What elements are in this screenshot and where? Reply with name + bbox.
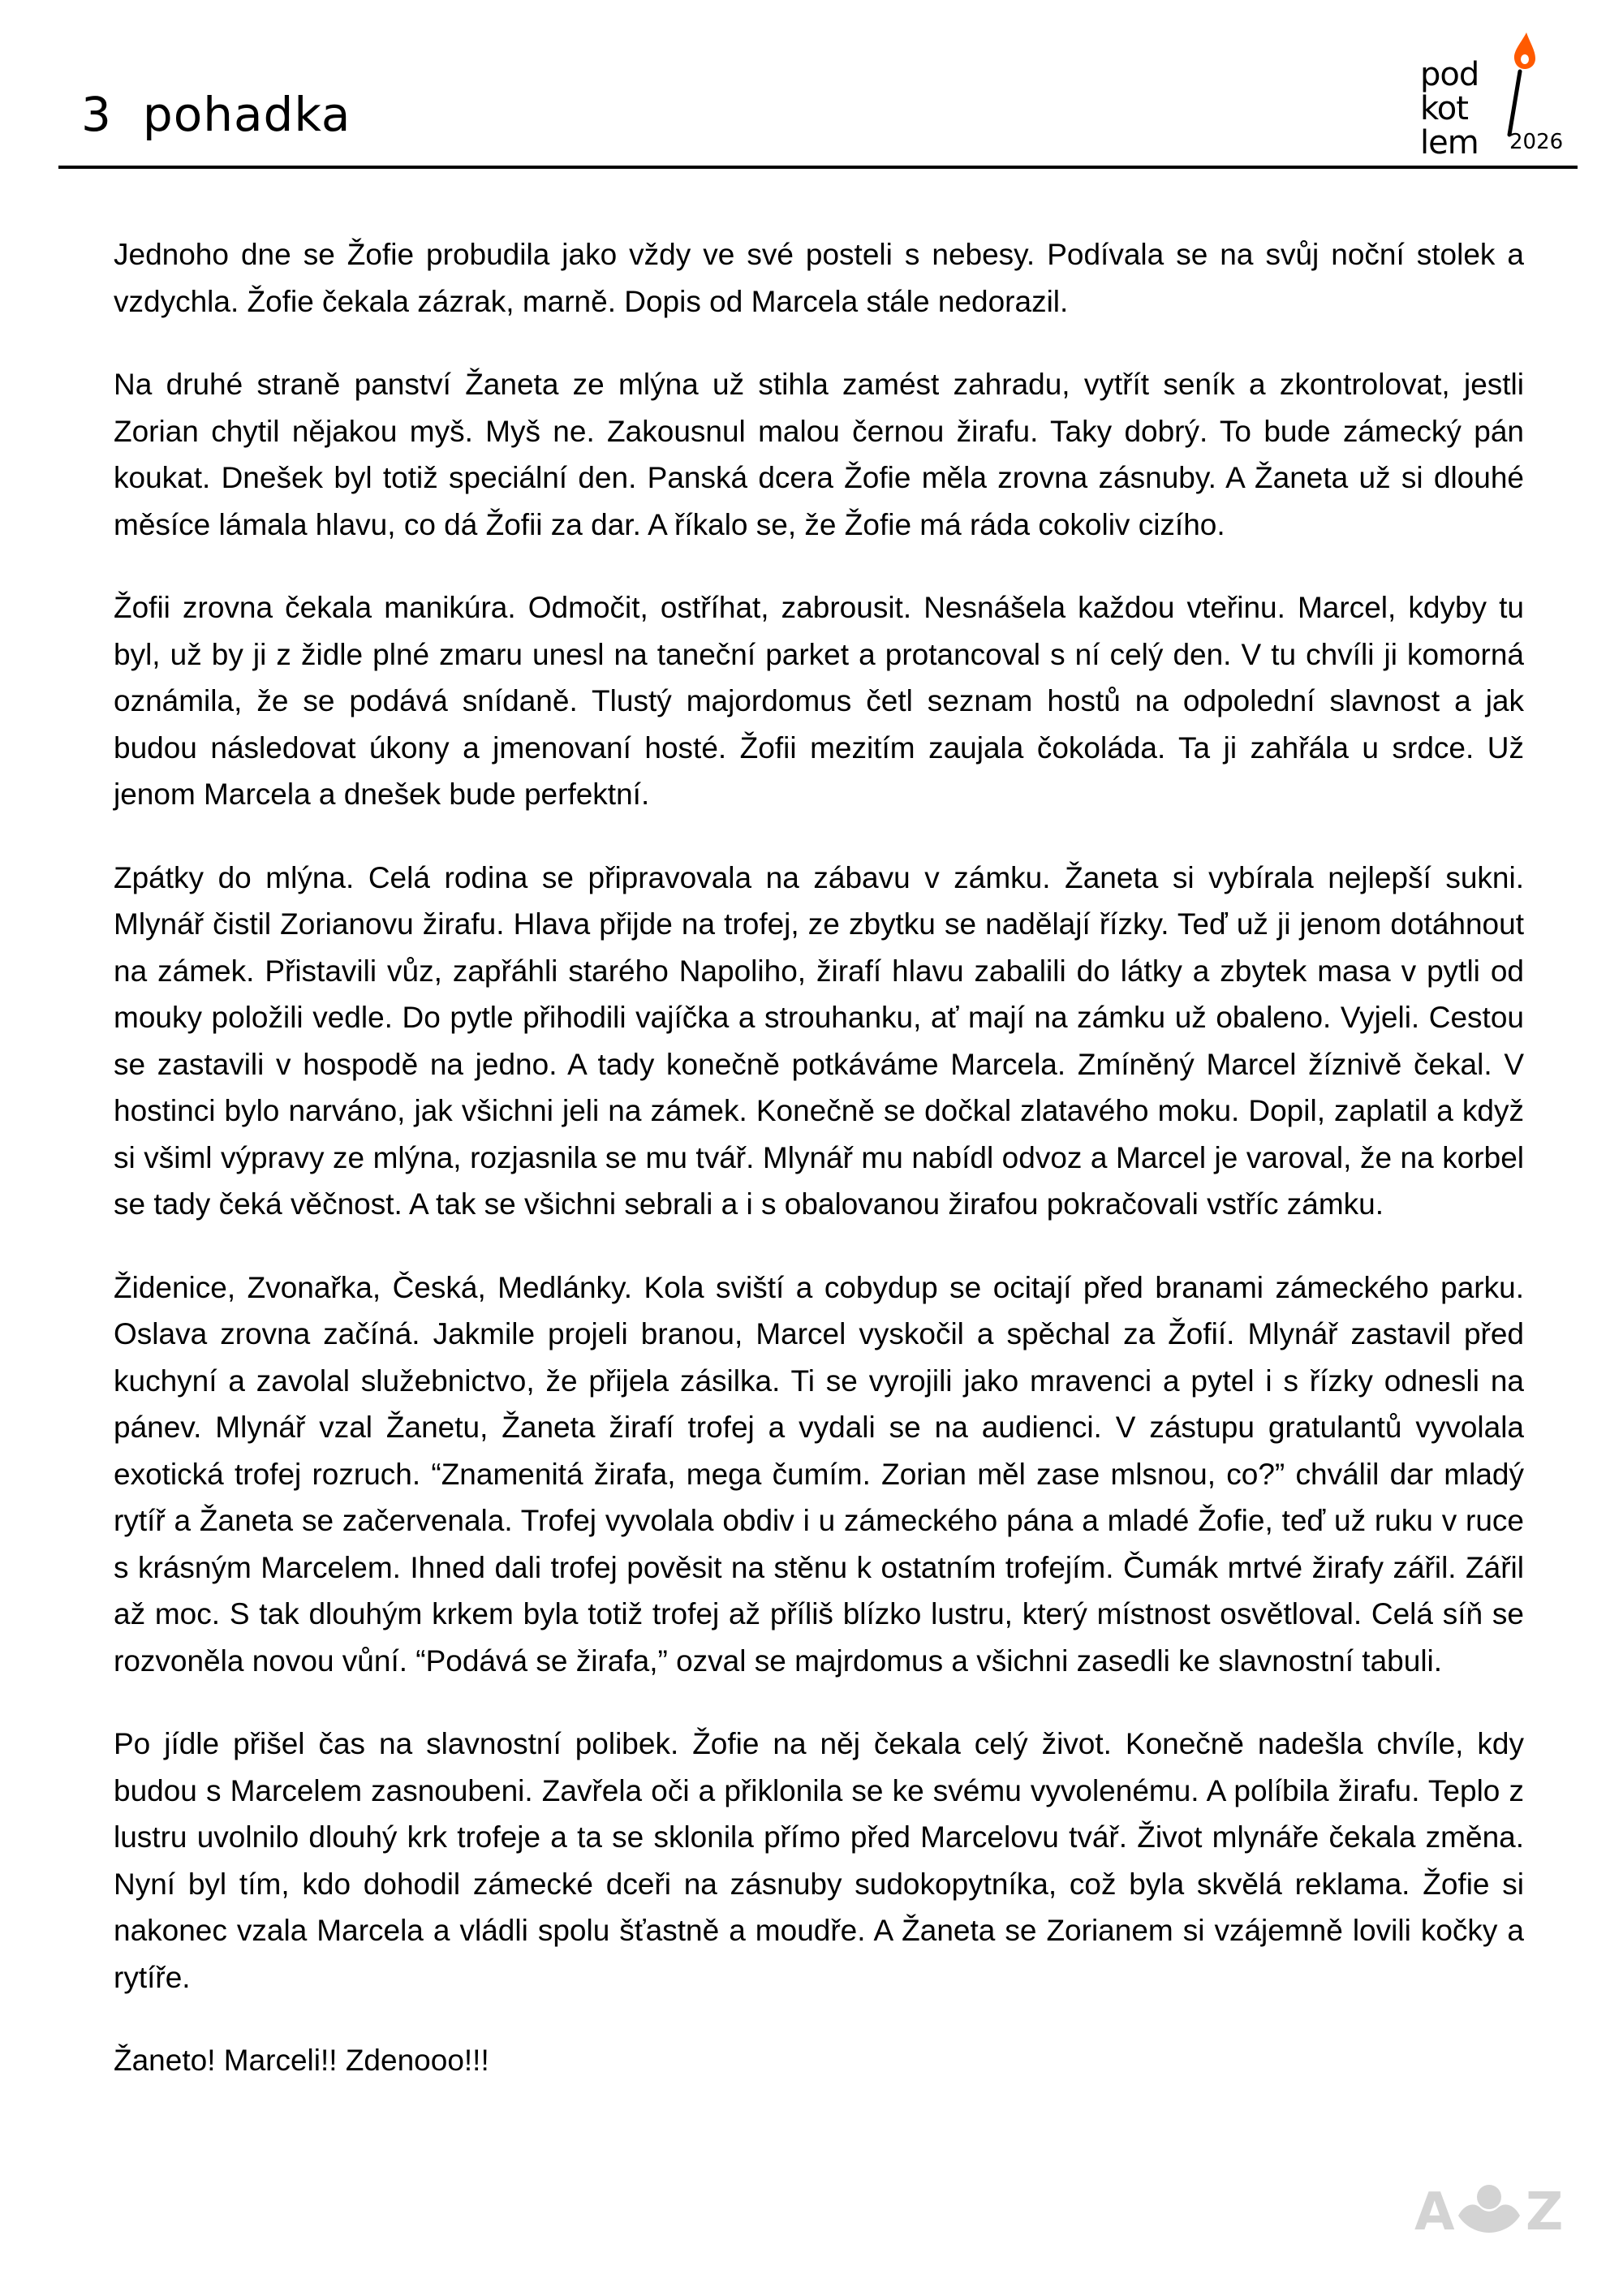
story-text xyxy=(114,231,1524,2121)
logo-line-pod: pod xyxy=(1420,56,1479,93)
chapter-number: 3 xyxy=(81,87,112,142)
az-logo-graphic xyxy=(1408,2179,1570,2244)
paragraph: Žofii zrovna čekala manikúra. Odmočit, ostříhat, zabrousit. Nesnášela každou vteřinu. Marcel, kdyby tu byl, už by ji z židle plné zmaru unesl na taneční parket a protancoval s ní celý den. V tu chvíli ji komorná oznámila, že se podává snídaně. Tlustý majordomus četl seznam hostů na odpolední slavnost a jak budou následovat úkony a jmenovaní hosté. Žofii mezitím zaujala čokoláda. Ta ji zahřála u srdce. Už jenom Marcela a dnešek bude perfektní. xyxy=(114,591,1524,811)
person-icon xyxy=(1458,2185,1520,2233)
logo-line-kot: kot xyxy=(1420,90,1468,127)
paragraph: Po jídle přišel čas na slavnostní polibek. Žofie na něj čekala celý život. Konečně nadešla chvíle, kdy budou s Marcelem zasnoubeni. Zavřela oči a přiklonila se ke svému vyvolenému. A políbila žirafu. Teplo z lustru uvolnilo dlouhý krk trofeje a ta se sklonila přímo před Marcelovu tvář. Život mlynáře čekala změna. Nyní byl tím, kdo dohodil zámecké dceři na zásnuby sudokopytníka, což byla skvělá reklama. Žofie si nakonec vzala Marcela a vládli spolu šťastně a moudře. A Žaneta se Zorianem si vzájemně lovili kočky a rytíře. xyxy=(114,1727,1524,1994)
podkotlem-logo xyxy=(1412,24,1599,166)
page-title xyxy=(81,87,351,142)
chapter-title: pohadka xyxy=(142,87,351,142)
closing-line: Žaneto! Marceli!! Zdenooo!!! xyxy=(114,2044,489,2077)
header-divider xyxy=(58,166,1578,169)
az-watermark xyxy=(1408,2179,1570,2244)
candle-flame-icon xyxy=(1412,24,1599,166)
paragraph: Jednoho dne se Žofie probudila jako vždy ve své posteli s nebesy. Podívala se na svůj noční stolek a vzdychla. Žofie čekala zázrak, marně. Dopis od Marcela stále nedorazil. xyxy=(114,238,1524,318)
az-letter-z: Z xyxy=(1526,2182,1564,2242)
paragraph: Zpátky do mlýna. Celá rodina se připravovala na zábavu v zámku. Žaneta si vybírala nejlepší sukni. Mlynář čistil Zorianovu žirafu. Hlava přijde na trofej, ze zbytku se nadělají řízky. Teď už ji jenom dotáhnout na zámek. Přistavili vůz, zapřáhli starého Napoliho, žirafí hlavu zabalili do látky a zbytek masa v pytli od mouky položili vedle. Do pytle přihodili vajíčka a strouhanku, ať mají na zámku už obaleno. Vyjeli. Cestou se zastavili v hospodě na jedno. A tady konečně potkáváme Marcela. Zmíněný Marcel žíznivě čekal. V hostinci bylo narváno, jak všichni jeli na zámek. Konečně se dočkal zlatavého moku. Dopil, zaplatil a když si všiml výpravy ze mlýna, rozjasnila se mu tvář. Mlynář mu nabídl odvoz a Marcel je varoval, že na korbel se tady čeká věčnost. A tak se všichni sebrali a i s obalovanou žirafou pokračovali vstříc zámku. xyxy=(114,860,1524,1221)
az-letter-a: A xyxy=(1414,2182,1455,2242)
logo-year: 2026 xyxy=(1509,130,1564,154)
paragraph: Na druhé straně panství Žaneta ze mlýna už stihla zamést zahradu, vytřít seník a zkontrolovat, jestli Zorian chytil nějakou myš. Myš ne. Zakousnul malou černou žirafu. Taky dobrý. To bude zámecký pán koukat. Dnešek byl totiž speciální den. Panská dcera Žofie měla zrovna zásnuby. A Žaneta už si dlouhé měsíce lámala hlavu, co dá Žofii za dar. A říkalo se, že Žofie má ráda cokoliv cizího. xyxy=(114,368,1524,541)
paragraph: Židenice, Zvonařka, Česká, Medlánky. Kola sviští a cobydup se ocitají před branami zámeckého parku. Oslava zrovna začíná. Jakmile projeli branou, Marcel vyskočil a spěchal za Žofií. Mlynář zastavil před kuchyní a zavolal služebnictvo, že přijela zásilka. Ti se vyrojili jako mravenci a pytel i s řízky odnesli na pánev. Mlynář vzal Žanetu, Žaneta žirafí trofej a vydali se na audienci. V zástupu gratulantů vyvolala exotická trofej rozruch. “Znamenitá žirafa, mega čumím. Zorian měl zase mlsnou, co?” chválil dar mladý rytíř a Žaneta se začervenala. Trofej vyvolala obdiv i u zámeckého pána a mladé Žofie, teď už ruku v ruce s krásným Marcelem. Ihned dali trofej pověsit na stěnu k ostatním trofejím. Čumák mrtvé žirafy zářil. Zářil až moc. S tak dlouhým krkem byla totiž trofej až příliš blízko lustru, který místnost osvětloval. Celá síň se rozvoněla novou vůní. “Podává se žirafa,” ozval se majrdomus a všichni zasedli ke slavnostní tabuli. xyxy=(114,1270,1524,1678)
logo-line-lem: lem xyxy=(1420,124,1479,162)
